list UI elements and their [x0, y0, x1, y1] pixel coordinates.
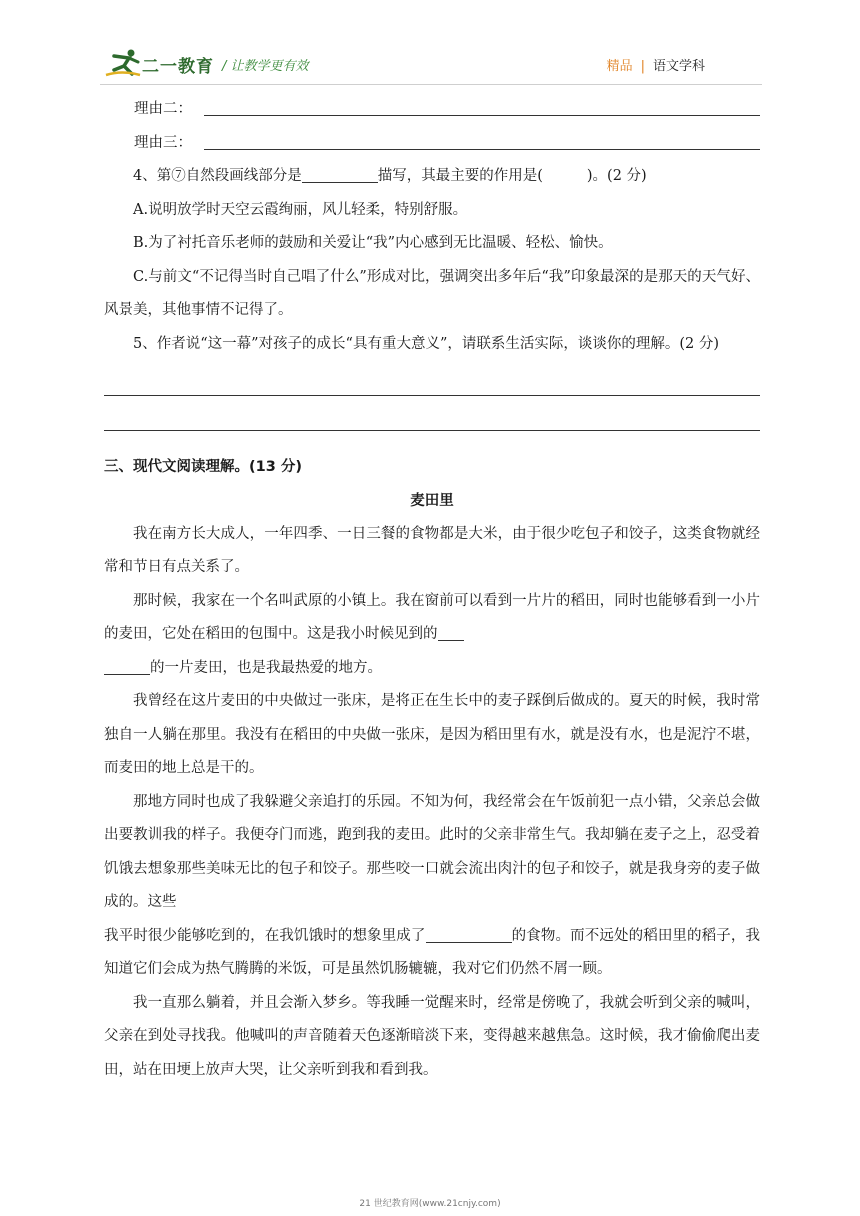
q4-prefix: 4、第⑦自然段画线部分是 [133, 168, 302, 184]
q4-option-c: C.与前文“不记得当时自己唱了什么”形成对比，强调突出多年后“我”印象最深的是那天的天气好、风景美，其他事情不记得了。 [104, 268, 760, 318]
quality-badge: 精品 [606, 59, 633, 74]
document-body [104, 92, 760, 1087]
section-heading: 三、现代文阅读理解。(13 分) [104, 459, 302, 475]
q4-option-b: B.为了衬托音乐老师的鼓励和关爱让“我”内心感到无比温暖、轻松、愉快。 [133, 235, 613, 251]
reason-three-row [104, 126, 760, 160]
passage-paragraph-1: 我在南方长大成人，一年四季、一日三餐的食物都是大米，由于很少吃包子和饺子，这类食物就经常和节日有点关系了。 [104, 525, 760, 575]
reason-two-label: 理由二： [134, 101, 192, 117]
question-4 [104, 160, 760, 194]
passage-paragraph-4-cont [104, 920, 760, 987]
q4-middle: 描写，其最主要的作用是( [377, 168, 543, 184]
q4-option-a: A.说明放学时天空云霞绚丽，风儿轻柔，特别舒服。 [133, 201, 468, 218]
question-5: 5、作者说“这一幕”对孩子的成长“具有重大意义”，请联系生活实际，谈谈你的理解。(2 分) [133, 335, 720, 352]
para2-text-a: 那时候，我家在一个名叫武原的小镇上。我在窗前可以看到一片片的稻田，同时也能够看到一小片的麦田，它处在稻田的包围中。这是我小时候见到的 [104, 592, 760, 642]
para2-text-b: 的一片麦田，也是我最热爱的地方。 [150, 659, 382, 676]
passage-paragraph-2-cont [104, 652, 760, 686]
passage-paragraph-5: 我一直那么躺着，并且会渐入梦乡。等我睡一觉醒来时，经常是傍晚了，我就会听到父亲的喊叫，父亲在到处寻找我。他喊叫的声音随着天色逐渐暗淡下来，变得越来越焦急。这时候，我才偷偷爬出麦田，站在田埂上放声大哭，让父亲听到我和看到我。 [104, 994, 760, 1078]
logo [104, 48, 224, 78]
q5-answer-line-1[interactable] [104, 361, 760, 396]
q4-suffix: )。(2 分) [586, 168, 647, 184]
header-divider [100, 84, 762, 85]
reason-two-answer-line[interactable] [204, 115, 760, 116]
reason-three-label: 理由三： [134, 135, 192, 151]
q4-blank[interactable] [302, 166, 378, 183]
para2-blank-part2[interactable] [104, 658, 150, 675]
reason-three-answer-line[interactable] [204, 149, 760, 150]
header-separator: | [640, 59, 645, 74]
para4-text-c: 的食物。而不远处的稻田里的稻子，我知道它们会成为热气腾腾的米饭，可是虽然饥肠辘辘，我对它们仍然不屑一顾。 [104, 927, 761, 977]
q5-answer-line-2[interactable] [104, 396, 760, 431]
para4-blank[interactable] [426, 926, 512, 943]
para4-text-b: 我平时很少能够吃到的，在我饥饿时的想象里成了 [104, 927, 426, 944]
subject-label: 语文学科 [652, 59, 705, 74]
header-slogan: / 让教学更有效 [222, 59, 309, 74]
header-right [607, 55, 705, 74]
page-footer: 21 世纪教育网(www.21cnjy.com) [359, 1199, 501, 1209]
reason-two-row [104, 92, 760, 126]
passage-paragraph-2 [104, 585, 760, 652]
page-header [0, 0, 860, 96]
passage-paragraph-3: 我曾经在这片麦田的中央做过一张床，是将正在生长中的麦子踩倒后做成的。夏天的时候，我时常独自一人躺在那里。我没有在稻田的中央做一张床，是因为稻田里有水，就是没有水，也是泥泞不堪，而麦田的地上总是干的。 [104, 693, 760, 776]
passage-title: 麦田里 [410, 492, 454, 509]
passage-paragraph-4: 那地方同时也成了我躲避父亲追打的乐园。不知为何，我经常会在午饭前犯一点小错，父亲总会做出要教训我的样子。我便夺门而逃，跑到我的麦田。此时的父亲非常生气。我却躺在麦子之上，忍受着饥饿去想象那些美味无比的包子和饺子。那些咬一口就会流出肉汁的包子和饺子，就是我身旁的麦子做成的。这些 [104, 793, 760, 910]
para2-blank-part1[interactable] [438, 624, 464, 641]
runner-logo-icon [104, 48, 144, 78]
logo-text: 二一教育 [142, 57, 214, 77]
